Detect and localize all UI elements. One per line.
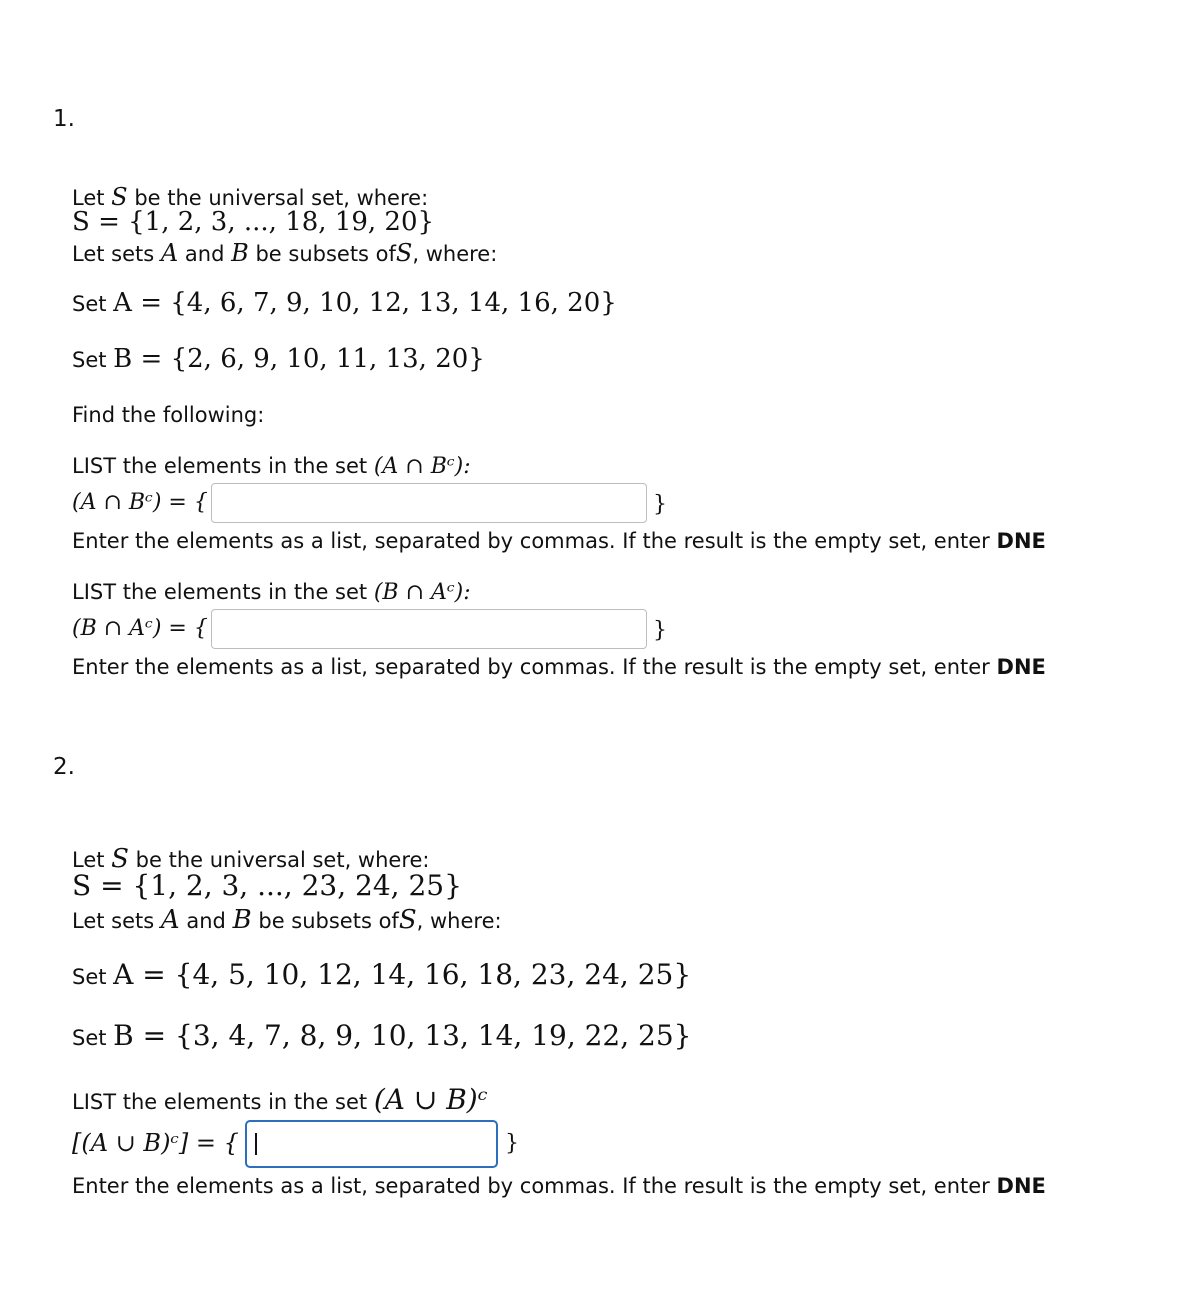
- text: Enter the elements as a list, separated by commas. If the result is the empty set, enter: [72, 1174, 990, 1198]
- closing-brace: }: [653, 618, 667, 643]
- text: Set: [72, 348, 107, 372]
- math-symbol: A: [160, 239, 179, 267]
- part1-prompt: [72, 1083, 488, 1116]
- text: Set: [72, 1026, 107, 1050]
- math-symbol: B: [232, 905, 252, 935]
- text: , where:: [412, 242, 498, 266]
- text: Enter the elements as a list, separated by commas. If the result is the empty set, enter: [72, 529, 990, 553]
- text-bold: DNE: [996, 1174, 1046, 1198]
- math-symbol: B: [231, 239, 249, 267]
- part1-lhs: (A ∩ Bᶜ) = {: [72, 490, 208, 515]
- set-a-definition: [72, 290, 617, 316]
- text: Let: [72, 848, 105, 872]
- question-number: 1.: [53, 106, 75, 132]
- text: Let: [72, 186, 105, 210]
- math-expression: (A ∩ Bᶜ):: [373, 454, 471, 479]
- part1-lhs: [(A ∪ B)ᶜ] = {: [72, 1129, 239, 1157]
- text: Let sets: [72, 242, 155, 266]
- math-symbol: S: [398, 905, 417, 935]
- universe-set: S = {1, 2, 3, ..., 23, 24, 25}: [72, 869, 462, 902]
- text: LIST the elements in the set: [72, 454, 368, 478]
- subsets-statement: [72, 907, 502, 933]
- text-bold: DNE: [996, 529, 1046, 553]
- closing-brace: }: [653, 492, 667, 517]
- set-b-definition: [72, 1019, 692, 1052]
- set-b-value: B = {2, 6, 9, 10, 11, 13, 20}: [113, 344, 485, 374]
- instructions: Find the following:: [72, 403, 265, 427]
- text: LIST the elements in the set: [72, 580, 368, 604]
- text: , where:: [416, 909, 502, 933]
- text: Enter the elements as a list, separated by commas. If the result is the empty set, enter: [72, 655, 990, 679]
- math-expression: (B ∩ Aᶜ):: [373, 580, 471, 605]
- question-number: 2.: [53, 754, 75, 780]
- part2-lhs: (B ∩ Aᶜ) = {: [72, 616, 208, 641]
- part2-prompt: [72, 582, 471, 604]
- part1-hint: [72, 531, 1046, 552]
- set-b-definition: [72, 346, 485, 372]
- text: Set: [72, 965, 107, 989]
- math-symbol: A: [160, 905, 180, 935]
- part2-hint: [72, 657, 1046, 678]
- part1-prompt: [72, 456, 471, 478]
- set-b-value: B = {3, 4, 7, 8, 9, 10, 13, 14, 19, 22, 25}: [113, 1019, 692, 1052]
- text: be the universal set, where:: [134, 186, 429, 210]
- universe-statement: [72, 185, 428, 209]
- closing-brace: }: [505, 1131, 519, 1156]
- text: be subsets of: [255, 242, 396, 266]
- set-a-definition: [72, 958, 692, 991]
- part1-answer-input[interactable]: [211, 483, 647, 523]
- universe-set: S = {1, 2, 3, ..., 18, 19, 20}: [72, 207, 435, 237]
- text: be the universal set, where:: [135, 848, 430, 872]
- math-symbol: S: [111, 844, 129, 874]
- part2-answer-input[interactable]: [211, 609, 647, 649]
- text-bold: DNE: [996, 655, 1046, 679]
- text: and: [184, 242, 225, 266]
- set-a-value: A = {4, 6, 7, 9, 10, 12, 13, 14, 16, 20}: [113, 288, 617, 318]
- set-a-value: A = {4, 5, 10, 12, 14, 16, 18, 23, 24, 25}: [113, 958, 692, 991]
- text: LIST the elements in the set: [72, 1090, 368, 1114]
- subsets-statement: [72, 241, 497, 265]
- text: and: [186, 909, 226, 933]
- math-symbol: S: [111, 183, 128, 211]
- text: Set: [72, 292, 107, 316]
- part1-answer-input[interactable]: [245, 1120, 498, 1168]
- text-caret: [255, 1133, 257, 1155]
- math-symbol: S: [395, 239, 413, 267]
- part1-hint: [72, 1176, 1046, 1197]
- text: Let sets: [72, 909, 155, 933]
- math-expression: (A ∪ B)ᶜ: [373, 1083, 488, 1116]
- text: be subsets of: [258, 909, 399, 933]
